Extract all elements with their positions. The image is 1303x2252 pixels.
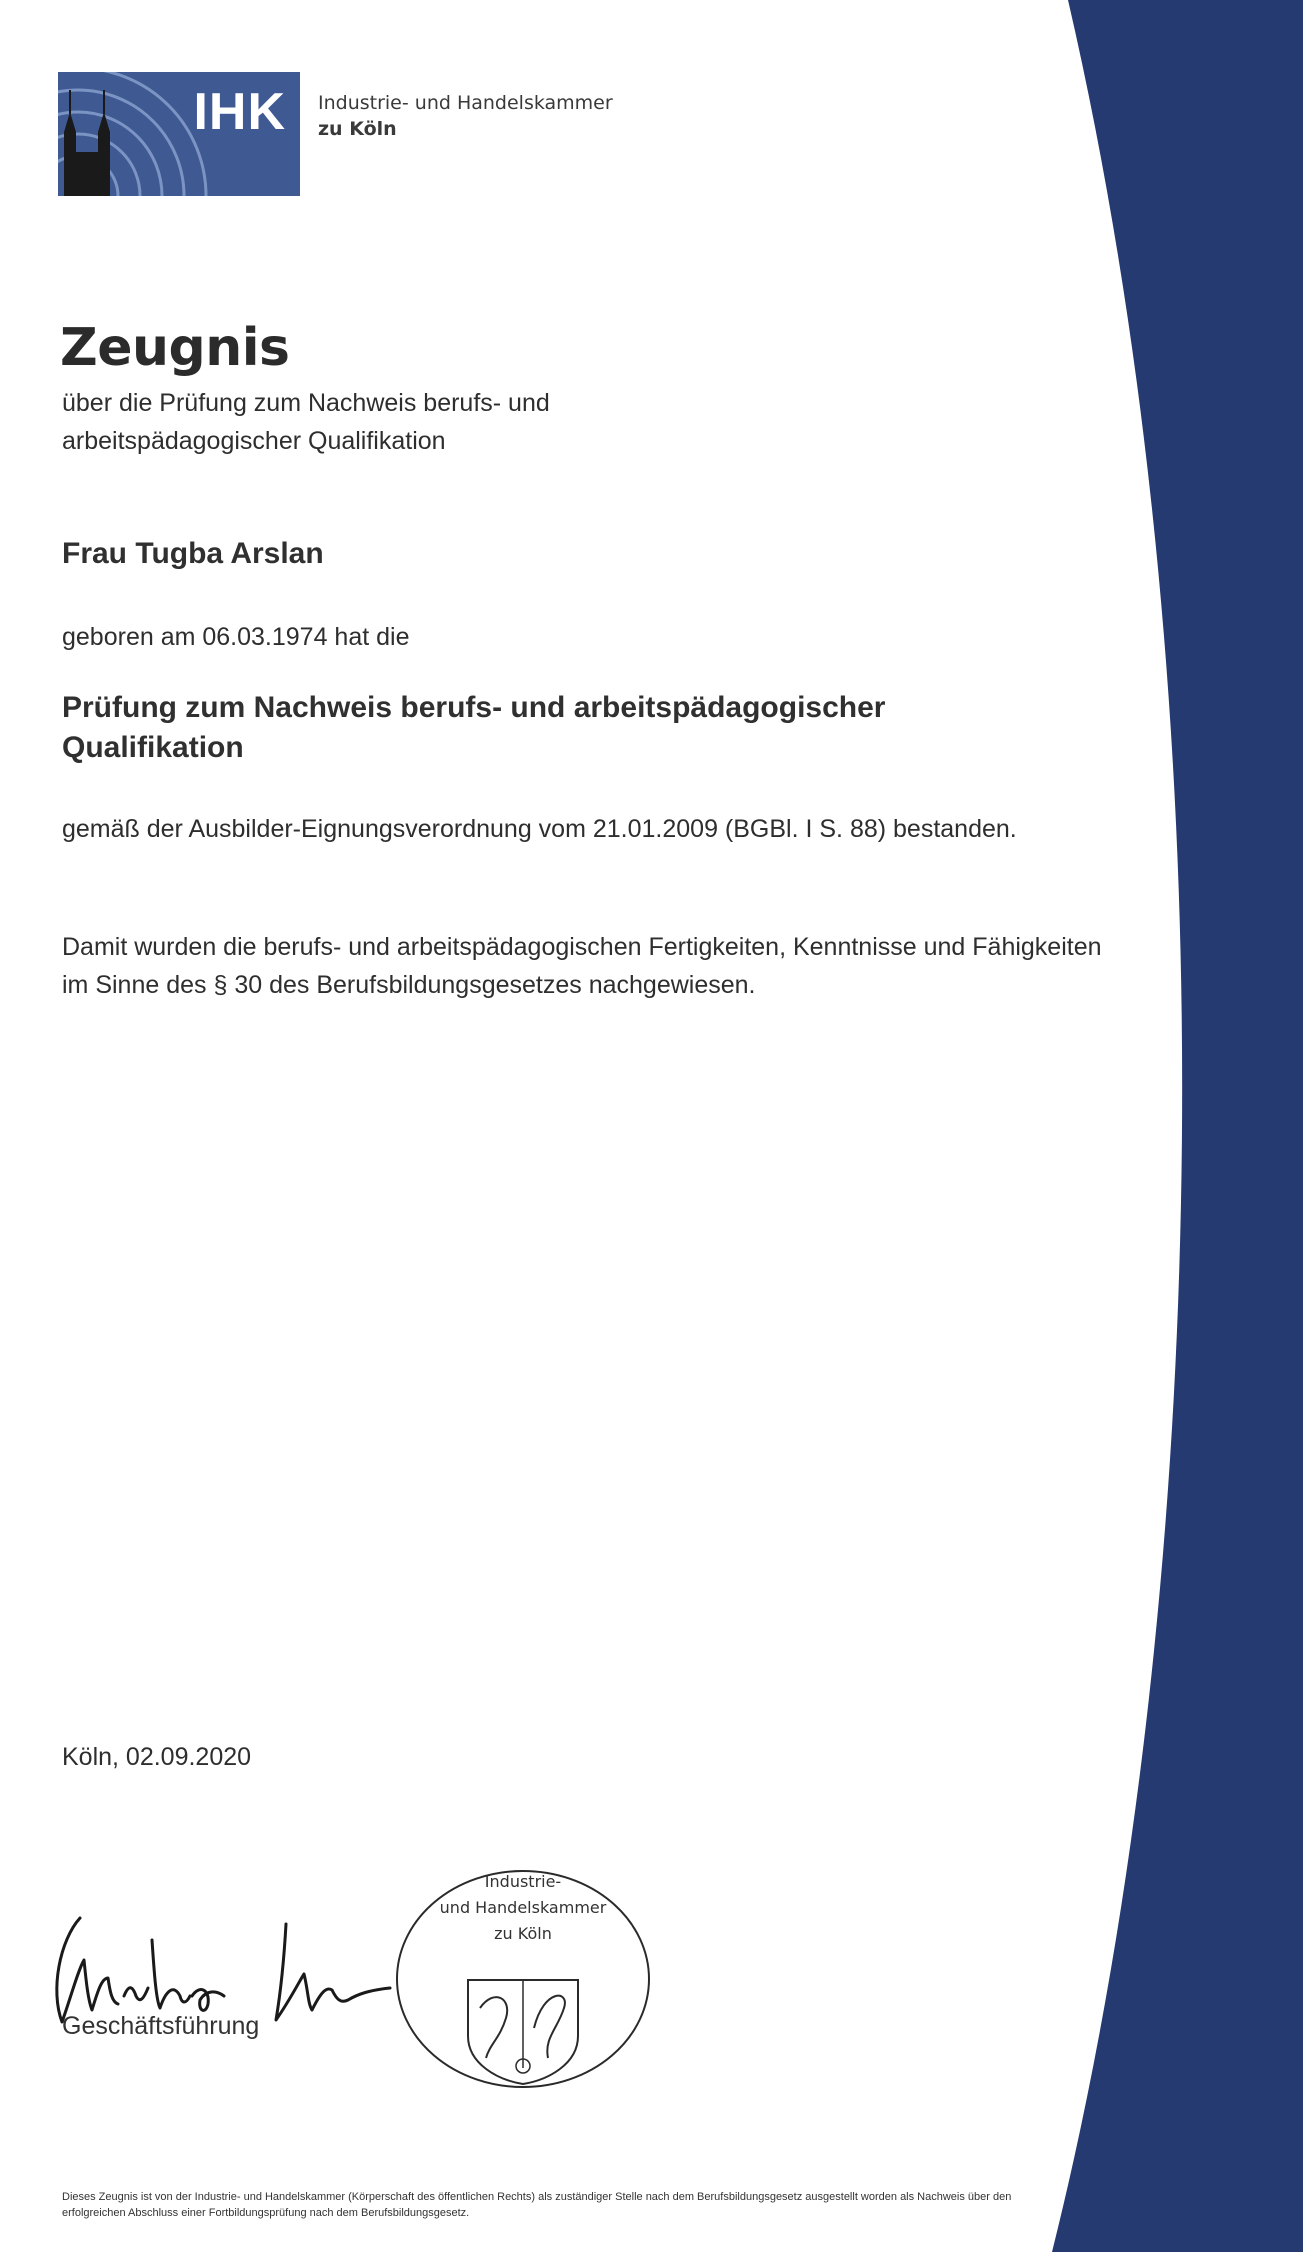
issuer-name	[318, 90, 613, 142]
legal-footnote: Dieses Zeugnis ist von der Industrie- und Handelskammer (Körperschaft des öffentlichen Rechts) als zuständiger Stelle nach dem Berufsbildungsgesetz ausgestellt worden als Nachweis über den erfolgreichen Abschluss einer Fortbildungsprüfung nach dem Berufsbildungsgesetz.	[62, 2191, 1012, 2219]
birth-line: geboren am 06.03.1974 hat die	[62, 623, 410, 651]
exam-name: Prüfung zum Nachweis berufs- und arbeitspädagogischer Qualifikation	[62, 691, 886, 764]
place-date: Köln, 02.09.2020	[62, 1743, 252, 1771]
logo-abbreviation: IHK	[193, 83, 286, 141]
issuer-name-line2: zu Köln	[318, 118, 397, 140]
issuer-name-line1: Industrie- und Handelskammer	[318, 92, 613, 114]
signatory-role: Geschäftsführung	[62, 2012, 260, 2040]
confirmation-paragraph: Damit wurden die berufs- und arbeitspädagogischen Fertigkeiten, Kenntnisse und Fähigkeiten im Sinne des § 30 des Berufsbildungsgesetzes nachgewiesen.	[62, 933, 1102, 999]
holder-name: Frau Tugba Arslan	[62, 537, 324, 570]
seal-text-line2: und Handelskammer	[439, 1898, 607, 1917]
seal-text-line3: zu Köln	[494, 1924, 552, 1943]
regulation-line: gemäß der Ausbilder-Eignungsverordnung vom 21.01.2009 (BGBl. I S. 88) bestanden.	[62, 815, 1017, 843]
document-title: Zeugnis	[60, 318, 290, 378]
seal-text-line1: Industrie-	[484, 1872, 562, 1891]
document-subtitle: über die Prüfung zum Nachweis berufs- und arbeitspädagogischer Qualifikation	[62, 389, 550, 455]
ihk-logo	[58, 72, 300, 196]
